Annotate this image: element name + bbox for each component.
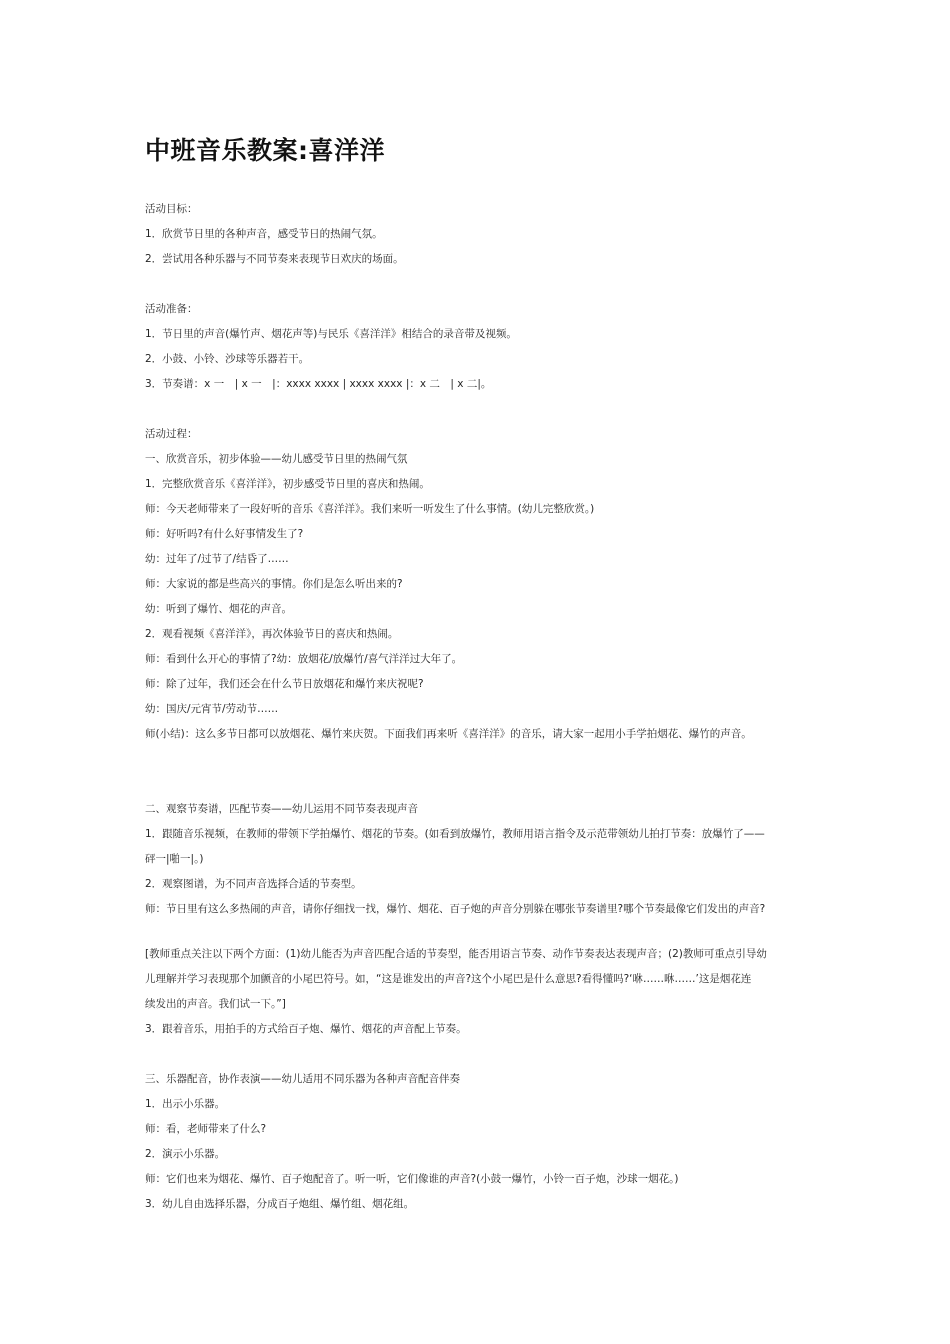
spacer [145,1042,810,1067]
part2-line: 1．跟随音乐视频，在教师的带领下学拍爆竹、烟花的节奏。(如看到放爆竹，教师用语言指令及示范带领幼儿拍打节奏：放爆竹了—— [145,828,765,840]
part2-line: 二、观察节奏谱，匹配节奏——幼儿运用不同节奏表现声音 [145,803,418,815]
part1-line: 1．完整欣赏音乐《喜洋洋》，初步感受节日里的喜庆和热闹。 [145,478,430,490]
part1-line: 师(小结)：这么多节日都可以放烟花、爆竹来庆贺。下面我们再来听《喜洋洋》的音乐，请大家一起用小手学拍烟花、爆竹的声音。 [145,728,752,740]
part3-line: 师：它们也来为烟花、爆竹、百子炮配音了。听一听，它们像谁的声音?(小鼓一爆竹，小铃一百子炮，沙球一烟花。) [145,1173,679,1185]
part1-line: 师：除了过年，我们还会在什么节日放烟花和爆竹来庆祝呢? [145,678,424,690]
note-line: [教师重点关注以下两个方面：(1)幼儿能否为声音匹配合适的节奏型，能否用语言节奏、动作节奏表达表现声音；(2)教师可重点引导幼 [145,948,767,960]
note-line: 续发出的声音。我们试一下。”] [145,998,286,1010]
part1-line: 幼：国庆/元宵节/劳动节…… [145,703,279,715]
page-title: 中班音乐教案:喜洋洋 [145,136,385,165]
part2-line: 砰一|啪一|。) [145,853,204,865]
prep-item: 1．节日里的声音(爆竹声、烟花声等)与民乐《喜洋洋》相结合的录音带及视频。 [145,328,517,340]
spacer [145,397,810,422]
spacer [145,272,810,297]
spacer [145,747,810,797]
part1-line: 师：看到什么开心的事情了?幼：放烟花/放爆竹/喜气洋洋过大年了。 [145,653,463,665]
document-body [145,197,810,1217]
goal-item: 2．尝试用各种乐器与不同节奏来表现节日欢庆的场面。 [145,253,404,265]
note-line: 儿理解并学习表现那个加颤音的小尾巴符号。如，“这是谁发出的声音?这个小尾巴是什么意思?看得懂吗?‘咻……咻……’这是烟花连 [145,973,752,985]
prep-heading: 活动准备： [145,303,198,315]
spacer [145,922,810,942]
part1-line: 师：大家说的都是些高兴的事情。你们是怎么听出来的? [145,578,403,590]
part1-line: 幼：听到了爆竹、烟花的声音。 [145,603,292,615]
part1-line: 一、欣赏音乐，初步体验——幼儿感受节日里的热闹气氛 [145,453,408,465]
part3-line: 2．演示小乐器。 [145,1148,226,1160]
part1-line: 2．观看视频《喜洋洋》，再次体验节日的喜庆和热闹。 [145,628,399,640]
part2-line: 师：节日里有这么多热闹的声音，请你仔细找一找，爆竹、烟花、百子炮的声音分别躲在哪张节奏谱里?哪个节奏最像它们发出的声音? [145,903,766,915]
part1-line: 幼：过年了/过节了/结昏了…… [145,553,289,565]
process-heading: 活动过程： [145,428,198,440]
part2-line: 2．观察图谱，为不同声音选择合适的节奏型。 [145,878,362,890]
goals-heading: 活动目标： [145,203,198,215]
part3-line: 3．幼儿自由选择乐器，分成百子炮组、爆竹组、烟花组。 [145,1198,415,1210]
part3-line: 1．出示小乐器。 [145,1098,226,1110]
part3-line: 师：看，老师带来了什么? [145,1123,267,1135]
part1-line: 师：今天老师带来了一段好听的音乐《喜洋洋》。我们来听一听发生了什么事情。(幼儿完整欣赏。) [145,503,595,515]
goal-item: 1．欣赏节日里的各种声音，感受节日的热闹气氛。 [145,228,383,240]
prep-item: 3．节奏谱：x 一 | x 一 |：xxxx xxxx | xxxx xxxx |：x 二 | x 二|。 [145,378,492,390]
part1-line: 师：好听吗?有什么好事情发生了? [145,528,304,540]
prep-item: 2．小鼓、小铃、沙球等乐器若干。 [145,353,310,365]
note-line: 3．跟着音乐，用拍手的方式给百子炮、爆竹、烟花的声音配上节奏。 [145,1023,467,1035]
part3-line: 三、乐器配音，协作表演——幼儿适用不同乐器为各种声音配音伴奏 [145,1073,460,1085]
